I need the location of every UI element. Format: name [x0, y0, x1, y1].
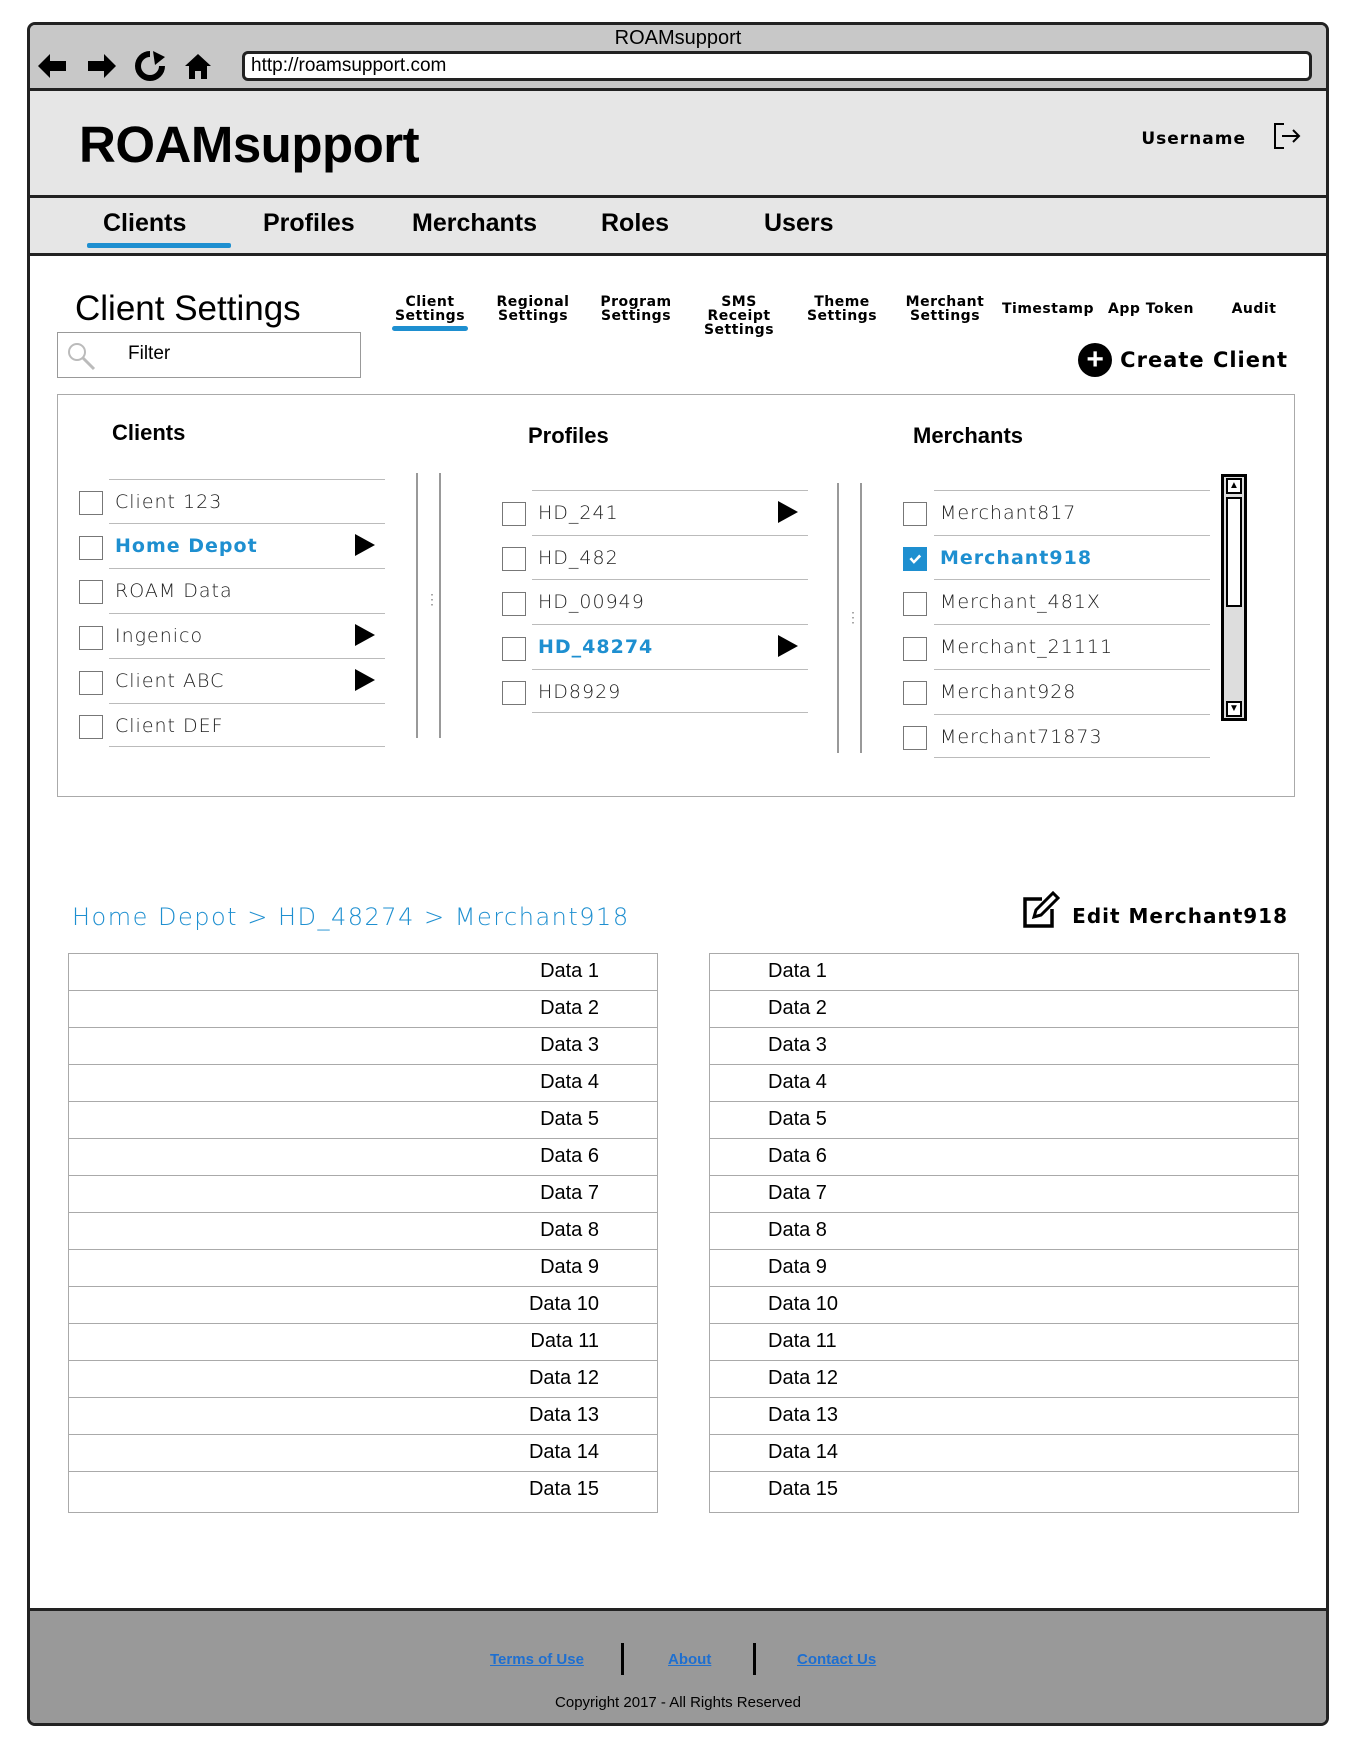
checkbox-home-depot[interactable]	[79, 536, 103, 560]
subtab-app-token[interactable]: App Token	[1108, 301, 1194, 317]
checkbox-merchant928[interactable]	[903, 681, 927, 705]
breadcrumb-item[interactable]: Merchant918	[454, 903, 630, 931]
terms-link[interactable]: Terms of Use	[490, 1651, 584, 1668]
url-bar[interactable]: http://roamsupport.com	[242, 51, 1312, 81]
checkbox-ingenico[interactable]	[79, 626, 103, 650]
table-row: Data 2	[69, 991, 657, 1028]
table-row: Data 4	[69, 1065, 657, 1102]
forward-arrow-icon[interactable]	[82, 45, 122, 87]
breadcrumb-item[interactable]: Home Depot	[72, 903, 239, 931]
table-row: Data 7	[710, 1176, 1298, 1213]
scroll-up-icon[interactable]: ▲	[1226, 478, 1242, 494]
about-link[interactable]: About	[668, 1651, 712, 1668]
tab-roles[interactable]: Roles	[601, 209, 670, 237]
subtab-regional-settings[interactable]: Regional Settings	[496, 294, 570, 324]
list-item-profile[interactable]: HD_00949	[532, 579, 808, 623]
table-row: Data 6	[69, 1139, 657, 1176]
table-row: Data 1	[69, 954, 657, 991]
footer-divider	[621, 1643, 624, 1675]
subtab-merchant-settings[interactable]: Merchant Settings	[905, 294, 985, 324]
table-row: Data 6	[710, 1139, 1298, 1176]
checkbox-merchant918-checked[interactable]	[903, 547, 927, 571]
app-window	[27, 22, 1329, 1726]
tab-profiles[interactable]: Profiles	[263, 209, 355, 237]
reload-icon[interactable]	[130, 45, 170, 87]
table-row: Data 11	[69, 1324, 657, 1361]
list-item-client[interactable]: Client ABC	[109, 658, 385, 702]
drag-handle-icon[interactable]: ⋮	[425, 591, 439, 607]
clients-heading: Clients	[112, 420, 186, 445]
table-row: Data 2	[710, 991, 1298, 1028]
back-arrow-icon[interactable]	[32, 45, 72, 87]
table-row: Data 9	[710, 1250, 1298, 1287]
table-row: Data 8	[710, 1213, 1298, 1250]
create-client-label: Create Client	[1120, 348, 1288, 372]
filter-input[interactable]	[57, 332, 361, 378]
list-item-client[interactable]: Client DEF	[109, 703, 385, 747]
list-item-profile[interactable]: HD_241	[532, 490, 808, 534]
table-row: Data 14	[69, 1435, 657, 1472]
checkbox-hd-241[interactable]	[502, 502, 526, 526]
checkbox-hd-48274[interactable]	[502, 637, 526, 661]
checkbox-merchant-481x[interactable]	[903, 592, 927, 616]
expand-arrow-icon[interactable]	[355, 534, 375, 556]
checkbox-hd8929[interactable]	[502, 681, 526, 705]
page-title: Client Settings	[75, 289, 301, 328]
contact-link[interactable]: Contact Us	[797, 1651, 877, 1668]
table-row: Data 5	[710, 1102, 1298, 1139]
table-row: Data 9	[69, 1250, 657, 1287]
chevron-right-icon: >	[423, 903, 446, 931]
table-row: Data 10	[69, 1287, 657, 1324]
list-item-client[interactable]: ROAM Data	[109, 568, 385, 612]
list-item-merchant[interactable]: Merchant817	[934, 490, 1210, 534]
list-item-merchant[interactable]: Merchant928	[934, 669, 1210, 713]
subtab-audit[interactable]: Audit	[1231, 301, 1277, 317]
column-divider	[860, 483, 862, 753]
checkbox-client-abc[interactable]	[79, 671, 103, 695]
data-table-left	[68, 953, 658, 1513]
list-item-client[interactable]: Home Depot	[109, 523, 385, 567]
subtab-client-settings[interactable]: Client Settings	[394, 294, 466, 324]
column-divider[interactable]	[837, 483, 839, 753]
chevron-right-icon: >	[247, 903, 269, 931]
table-row: Data 12	[69, 1361, 657, 1398]
subtab-sms-receipt-settings[interactable]: SMS Receipt Settings	[703, 294, 775, 338]
column-divider[interactable]	[416, 473, 418, 738]
list-item-merchant[interactable]: Merchant918	[934, 535, 1210, 579]
table-row: Data 13	[710, 1398, 1298, 1435]
expand-arrow-icon[interactable]	[355, 624, 375, 646]
checkbox-merchant817[interactable]	[903, 502, 927, 526]
brand-logo: ROAMsupport	[79, 116, 420, 173]
table-row: Data 3	[710, 1028, 1298, 1065]
subtab-theme-settings[interactable]: Theme Settings	[806, 294, 878, 324]
column-divider	[439, 473, 441, 738]
tab-merchants[interactable]: Merchants	[412, 209, 538, 237]
table-row: Data 4	[710, 1065, 1298, 1102]
checkbox-roam-data[interactable]	[79, 580, 103, 604]
selection-panel	[57, 394, 1295, 797]
window-title: ROAMsupport	[614, 27, 742, 49]
search-icon	[66, 341, 96, 371]
checkbox-merchant-21111[interactable]	[903, 637, 927, 661]
filter-placeholder: Filter	[128, 343, 171, 364]
table-row: Data 12	[710, 1361, 1298, 1398]
table-row: Data 5	[69, 1102, 657, 1139]
tab-clients[interactable]: Clients	[103, 209, 187, 237]
table-row: Data 3	[69, 1028, 657, 1065]
scroll-thumb[interactable]	[1226, 497, 1242, 607]
create-client-button[interactable]	[1078, 343, 1288, 377]
checkbox-merchant71873[interactable]	[903, 726, 927, 750]
list-item-client[interactable]: Ingenico	[109, 613, 385, 657]
checkbox-client-def[interactable]	[79, 715, 103, 739]
expand-arrow-icon[interactable]	[778, 635, 798, 657]
list-item-profile[interactable]: HD8929	[532, 669, 808, 713]
app-header	[30, 91, 1326, 198]
table-row: Data 13	[69, 1398, 657, 1435]
list-item-merchant[interactable]: Merchant_21111	[934, 624, 1210, 668]
username-label[interactable]: Username	[1141, 129, 1246, 149]
logout-icon[interactable]	[1272, 121, 1302, 151]
list-item-merchant[interactable]: Merchant_481X	[934, 579, 1210, 623]
copyright-text: Copyright 2017 - All Rights Reserved	[555, 1694, 801, 1711]
table-row: Data 15	[768, 1478, 839, 1500]
table-row: Data 11	[710, 1324, 1298, 1361]
list-item-merchant[interactable]: Merchant71873	[934, 714, 1210, 758]
breadcrumb-item[interactable]: HD_48274	[277, 903, 415, 931]
expand-arrow-icon[interactable]	[355, 669, 375, 691]
home-icon[interactable]	[178, 45, 218, 87]
merchants-scrollbar[interactable]	[1221, 474, 1247, 721]
table-row: Data 8	[69, 1213, 657, 1250]
breadcrumb	[72, 903, 630, 931]
footer-divider	[753, 1643, 756, 1675]
edit-merchant-button[interactable]	[1020, 891, 1288, 931]
profiles-heading: Profiles	[528, 423, 609, 448]
drag-handle-icon[interactable]: ⋮	[846, 609, 860, 625]
table-row: Data 15	[528, 1478, 599, 1500]
edit-pencil-icon	[1020, 891, 1060, 931]
data-table-right	[709, 953, 1299, 1513]
expand-arrow-icon[interactable]	[778, 501, 798, 523]
scroll-down-icon[interactable]: ▼	[1226, 701, 1242, 717]
table-row: Data 10	[710, 1287, 1298, 1324]
active-subtab-indicator	[392, 326, 468, 331]
subtab-timestamp[interactable]: Timestamp	[1001, 301, 1094, 317]
plus-circle-icon: +	[1078, 343, 1112, 377]
browser-chrome	[30, 25, 1326, 91]
subtab-program-settings[interactable]: Program Settings	[600, 294, 672, 324]
footer	[30, 1608, 1326, 1726]
table-row: Data 14	[710, 1435, 1298, 1472]
table-row: Data 7	[69, 1176, 657, 1213]
list-item-profile[interactable]: HD_482	[532, 535, 808, 579]
checkbox-client-123[interactable]	[79, 491, 103, 515]
checkbox-hd-482[interactable]	[502, 547, 526, 571]
checkbox-hd-00949[interactable]	[502, 592, 526, 616]
main-nav	[30, 198, 1326, 256]
table-row: Data 1	[710, 954, 1298, 991]
tab-users[interactable]: Users	[764, 209, 834, 237]
list-item-profile[interactable]: HD_48274	[532, 624, 808, 668]
list-item-client[interactable]: Client 123	[109, 479, 385, 523]
active-tab-indicator	[87, 243, 231, 248]
merchants-heading: Merchants	[913, 423, 1024, 448]
edit-merchant-label: Edit Merchant918	[1072, 904, 1288, 928]
